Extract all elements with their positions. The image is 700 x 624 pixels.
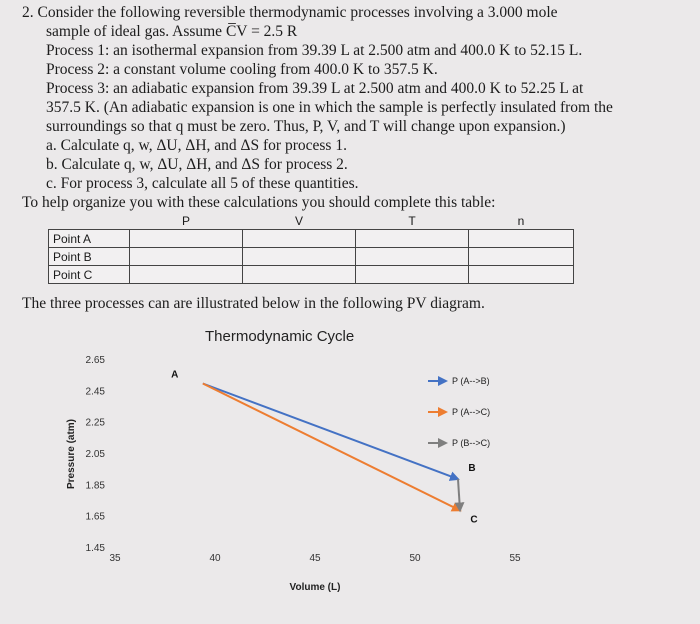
x-axis-title: Volume (L) [289, 582, 341, 593]
y-tick-label: 1.45 [85, 543, 105, 554]
problem-line: To help organize you with these calculations you should complete this table: [22, 194, 496, 211]
legend-label: P (A-->B) [452, 376, 490, 386]
problem-line: b. Calculate q, w, ΔU, ΔH, and ΔS for process 2. [46, 156, 348, 173]
y-tick-label: 1.65 [85, 511, 105, 523]
problem-line: Process 3: an adiabatic expansion from 39.39 L at 2.500 atm and 400.0 K to 52.25 L at [46, 80, 584, 97]
problem-line: Process 2: a constant volume cooling from 400.0 K to 357.5 K. [46, 61, 438, 78]
column-header-v: V [294, 214, 303, 228]
y-tick-label: 2.05 [85, 449, 105, 460]
row-label: Point A [49, 230, 130, 248]
problem-line: sample of ideal gas. Assume C̅V = 2.5 R [46, 23, 298, 40]
problem-line: c. For process 3, calculate all 5 of these quantities. [46, 175, 359, 192]
table-cell[interactable] [243, 266, 356, 284]
problem-line: Process 1: an isothermal expansion from 39.39 L at 2.500 atm and 400.0 K to 52.15 L. [46, 42, 583, 59]
table-cell[interactable] [356, 266, 469, 284]
pv-diagram-chart [60, 350, 540, 600]
point-label: B [468, 463, 476, 475]
table-cell[interactable] [356, 248, 469, 266]
legend-label: P (B-->C) [452, 438, 491, 448]
table-cell[interactable] [243, 248, 356, 266]
row-label: Point B [49, 248, 130, 266]
figure-title: Thermodynamic Cycle [205, 328, 355, 345]
table-cell[interactable] [469, 230, 574, 248]
column-header-n: n [517, 214, 525, 228]
table-cell[interactable] [130, 230, 243, 248]
x-tick-label: 50 [409, 553, 421, 564]
table-row [49, 266, 574, 284]
y-tick-label: 2.25 [85, 417, 105, 429]
table-corner [49, 213, 130, 230]
table-cell[interactable] [130, 266, 243, 284]
column-header-t: T [408, 214, 416, 228]
problem-line: a. Calculate q, w, ΔU, ΔH, and ΔS for process 1. [46, 137, 347, 154]
problem-line: 2. Consider the following reversible thermodynamic processes involving a 3.000 mole [22, 4, 558, 21]
column-header-p: P [181, 214, 190, 228]
problem-line: 357.5 K. (An adiabatic expansion is one in which the sample is perfectly insulated from the [46, 99, 613, 116]
point-label: A [171, 369, 179, 381]
x-tick-label: 35 [109, 553, 121, 564]
x-tick-label: 40 [209, 553, 221, 564]
series-line [203, 384, 458, 480]
problem-line: surroundings so that q must be zero. Thus, P, V, and T will change upon expansion.) [46, 118, 566, 135]
x-tick-label: 55 [509, 553, 521, 564]
table-cell[interactable] [130, 248, 243, 266]
diagram-intro-text: The three processes can are illustrated below in the following PV diagram. [22, 295, 485, 312]
row-label: Point C [49, 266, 130, 284]
table-cell[interactable] [469, 266, 574, 284]
series-line [458, 479, 460, 510]
series-line [203, 384, 460, 511]
table-row [49, 230, 574, 248]
table-cell[interactable] [469, 248, 574, 266]
y-tick-label: 2.45 [85, 386, 105, 398]
legend-label: P (A-->C) [452, 407, 491, 417]
point-label: C [470, 514, 478, 526]
table-cell[interactable] [243, 230, 356, 248]
y-tick-label: 2.65 [85, 355, 105, 366]
x-tick-label: 45 [309, 553, 321, 564]
y-axis-title: Pressure (atm) [66, 418, 77, 490]
y-tick-label: 1.85 [85, 480, 105, 492]
table-row [49, 248, 574, 266]
data-table [48, 213, 574, 284]
table-cell[interactable] [356, 230, 469, 248]
